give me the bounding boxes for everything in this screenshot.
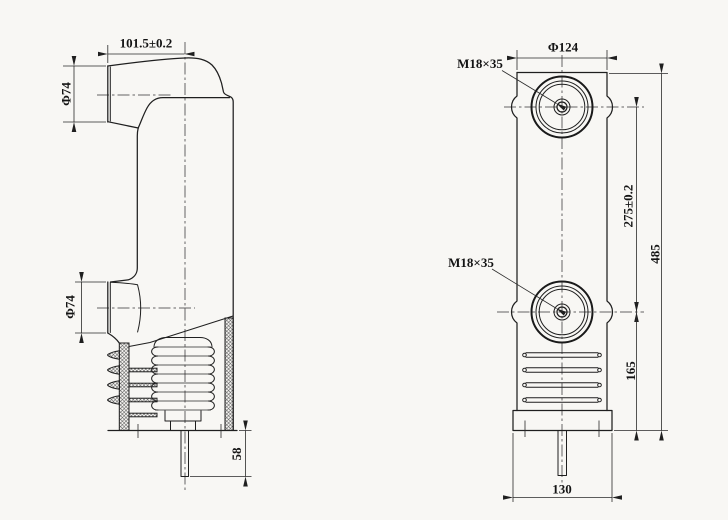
dim-label-485: 485: [647, 244, 663, 264]
boss-fillet-arc: [138, 285, 141, 332]
dim-label-101-5: 101.5±0.2: [119, 35, 173, 51]
dim-label-phi124: Φ124: [547, 39, 579, 55]
dim-label-275: 275±0.2: [620, 184, 636, 228]
label-m18x35-upper: M18×35: [457, 56, 503, 71]
dim-lower-section: [623, 312, 638, 431]
dim-label-58: 58: [229, 447, 244, 461]
dim-lower-terminal-dia: [63, 282, 107, 333]
lower-thread-callout: [448, 255, 556, 309]
dim-label-165: 165: [623, 361, 638, 381]
left-view: [59, 36, 252, 491]
dim-label-phi74-lower: Φ74: [62, 295, 78, 319]
label-m18x35-lower: M18×35: [448, 255, 494, 270]
dim-upper-terminal-dia: [59, 66, 107, 122]
side-view-fins: [108, 351, 120, 405]
right-epoxy-wall-hatch: [225, 318, 233, 431]
right-view: [448, 40, 668, 503]
dim-terminal-spacing: [621, 107, 637, 312]
dim-overall-height: [609, 74, 668, 431]
front-base: [513, 411, 612, 438]
dim-base-width: [513, 433, 612, 502]
left-epoxy-wall-hatch: [119, 343, 129, 431]
vacuum-interrupter-bellows: [152, 338, 215, 431]
section-slant: [129, 316, 233, 347]
dim-label-phi74-upper: Φ74: [58, 82, 74, 106]
dim-label-130: 130: [552, 481, 572, 497]
